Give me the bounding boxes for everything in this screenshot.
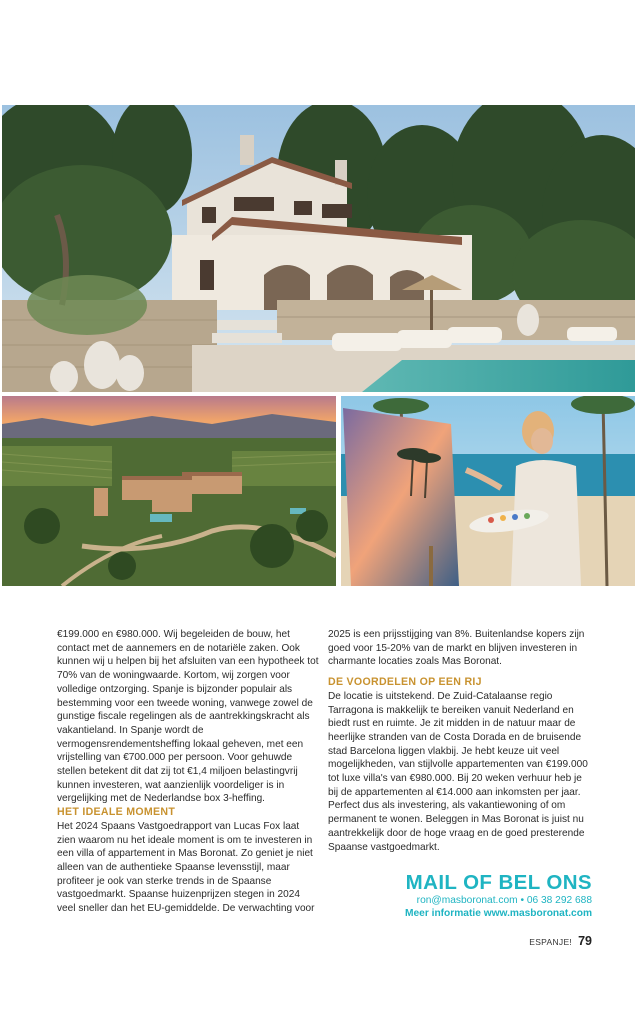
footer-section-name: ESPANJE! — [529, 937, 573, 947]
article-column-left — [57, 628, 319, 916]
paragraph-intro-right: 2025 is een prijsstijging van 8%. Buitenlandse kopers zijn goed voor 15-20% van de markt en blijven investeren in charmante locaties zoals Mas Boronat. — [328, 629, 585, 668]
cta-website-link[interactable]: Meer informatie www.masboronat.com — [405, 908, 592, 919]
heading-de-voordelen: DE VOORDELEN OP EEN RIJ — [328, 676, 482, 689]
cta-contact-line[interactable]: ron@masboronat.com • 06 38 292 688 — [416, 895, 592, 906]
page-footer — [529, 934, 592, 948]
page-number: 79 — [578, 934, 592, 948]
cta-title: MAIL OF BEL ONS — [405, 871, 592, 894]
paragraph-intro-left: €199.000 en €980.000. Wij begeleiden de bouw, het contact met de aannemers en de notariële zaken. Ook kunnen wij u helpen bij het afsluiten van een hypotheek tot 70% van de woningwaarde. Kortom, wij zorgen voor volledige ontzorging. Spanje is bijzonder populair als bestemming voor een tweede woning, vanwege zowel de gunstige fiscale regelingen als de aantrekkingskracht als vakantieland. In Spanje wordt de vermogensrendementsheffing lokaal geheven, met een vrijstelling van €700.000 per persoon. Voor gehuwde stellen betekent dit dat zij tot €1,4 miljoen belastingvrij kunnen investeren, wat aanzienlijk voordeliger is in vergelijking met de Nederlandse box 3-heffing. — [57, 629, 319, 805]
paragraph-voordelen: De locatie is uitstekend. De Zuid-Catalaanse regio Tarragona is makkelijk te bereiken vanuit Nederland en biedt rust en ruimte. Je zit midden in de natuur maar de heerlijke stranden van de Costa Dorada en de bruisende stad Barcelona liggen vlakbij. Je hebt keuze uit veel mogelijkheden, van stijlvolle appartementen van €199.000 tot luxe villa's van €980.000. Bij 20 weken verhuur heb je bij de appartementen al €14.000 aan inkomsten per jaar. Perfect dus als investering, als vakantiewoning of om permanent te wonen. Beleggen in Mas Boronat is juist nu aantrekkelijk door de hoge vraag en de goed presterende Spaanse vastgoedmarkt. — [328, 690, 588, 853]
paragraph-ideale-moment: Het 2024 Spaans Vastgoedrapport van Lucas Fox laat zien waarom nu het ideale moment is om te investeren in een villa of appartement in Mas Boronat. Zo geniet je niet alleen van de authentieke Spaanse levensstijl, maar profiteer je ook van sterke trends in de Spaanse vastgoedmarkt. Spaanse huizenprijzen stegen in 2024 veel sneller dan het EU-gemiddelde. De verwachting voor — [57, 820, 315, 915]
article-column-right — [328, 628, 590, 854]
heading-het-ideale-moment: HET IDEALE MOMENT — [57, 806, 176, 819]
painter-photo — [341, 396, 635, 586]
contact-cta — [405, 872, 592, 920]
resort-aerial-photo — [2, 396, 336, 586]
villa-photo — [2, 105, 635, 392]
